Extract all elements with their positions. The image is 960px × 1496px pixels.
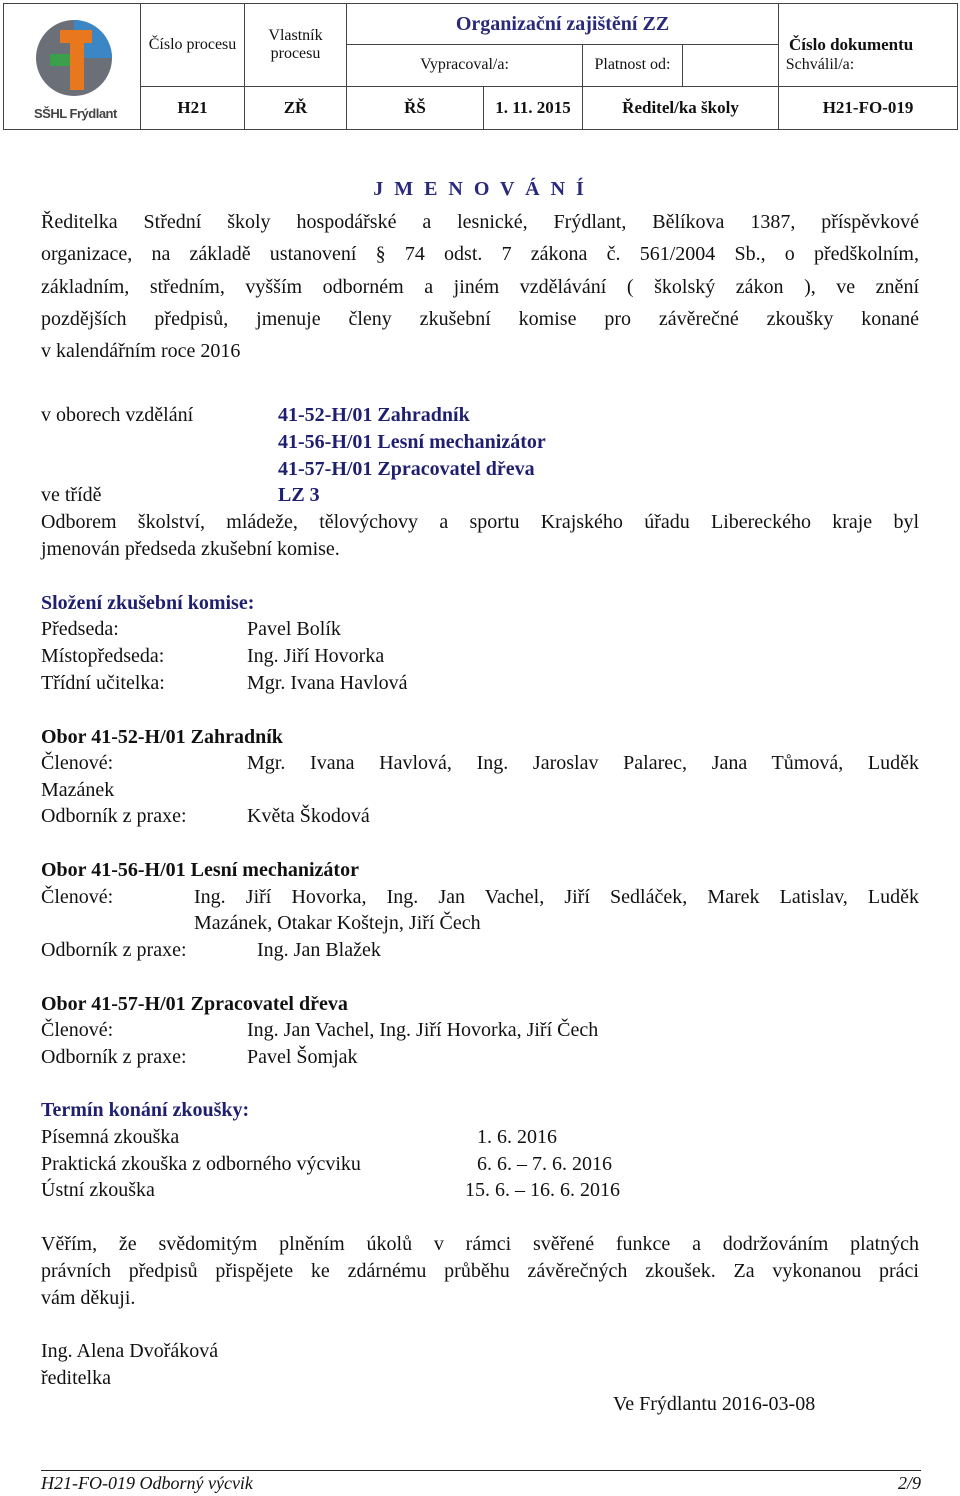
header-cislo-procesu-value: H21 — [141, 86, 245, 129]
page-footer — [41, 1470, 921, 1494]
logo — [4, 4, 141, 130]
obory-label: v oborech vzdělání — [41, 404, 194, 426]
obor-item-3: 41-57-H/01 Zpracovatel dřeva — [278, 458, 535, 480]
intro-line-4: pozdějších předpisů, jmenuje členy zkušební komise pro závěrečné zkoušky konané — [41, 308, 919, 330]
header-platnost-label: Platnost od: — [583, 45, 683, 86]
signer-role: ředitelka — [41, 1367, 111, 1389]
obor2-odbornik-label: Odborník z praxe: — [41, 939, 187, 961]
header-schvalil-value: Ředitel/ka školy — [583, 86, 779, 129]
ustni-label: Ústní zkouška — [41, 1179, 155, 1201]
obor3-odbornik-value: Pavel Šomjak — [247, 1046, 358, 1068]
pisemna-label: Písemná zkouška — [41, 1126, 180, 1148]
signer-name: Ing. Alena Dvořáková — [41, 1340, 219, 1362]
header-vypracoval-label: Vypracoval/a: — [347, 45, 583, 86]
prakticka-value: 6. 6. – 7. 6. 2016 — [477, 1153, 612, 1175]
place-date: Ve Frýdlantu 2016-03-08 — [613, 1393, 816, 1415]
intro-line-2: organizace, na základě ustanovení § 74 odst. 7 zákona č. 561/2004 Sb., o předškolním, — [41, 243, 919, 265]
obor3-heading: Obor 41-57-H/01 Zpracovatel dřeva — [41, 993, 348, 1015]
obor2-clenove-line-2: Mazánek, Otakar Koštejn, Jiří Čech — [194, 912, 481, 934]
closing-line-1: Věřím, že svědomitým plněním úkolů v rámci svěřené funkce a dodržováním platných — [41, 1233, 919, 1255]
header-vypracoval-value: ŘŠ — [347, 86, 484, 129]
intro-line-1: Ředitelka Střední školy hospodářské a lesnické, Frýdlant, Bělíkova 1387, příspěvkové — [41, 211, 919, 233]
obor1-heading: Obor 41-52-H/01 Zahradník — [41, 726, 283, 748]
header-vlastnik-label: Vlastník procesu — [245, 4, 347, 87]
obor3-clenove-value: Ing. Jan Vachel, Ing. Jiří Hovorka, Jiří Čech — [247, 1019, 599, 1041]
obor2-odbornik-value: Ing. Jan Blažek — [257, 939, 381, 961]
obor3-clenove-label: Členové: — [41, 1019, 114, 1041]
pisemna-value: 1. 6. 2016 — [477, 1126, 557, 1148]
obor3-odbornik-label: Odborník z praxe: — [41, 1046, 187, 1068]
odbor-line-2: jmenován předseda zkušební komise. — [41, 538, 340, 560]
obor-item-1: 41-52-H/01 Zahradník — [278, 404, 470, 426]
obor-item-2: 41-56-H/01 Lesní mechanizátor — [278, 431, 546, 453]
header-cislo-dokumentu-value: H21-FO-019 — [779, 86, 958, 129]
obor2-clenove-line-1: Ing. Jiří Hovorka, Ing. Jan Vachel, Jiří Sedláček, Marek Latislav, Luděk — [194, 886, 919, 908]
mistopredseda-label: Místopředseda: — [41, 645, 165, 667]
header-title: Organizační zajištění ZZ — [347, 4, 779, 45]
termin-heading: Termín konání zkoušky: — [41, 1099, 250, 1121]
obor1-odbornik-value: Květa Škodová — [247, 805, 370, 827]
document-heading: J M E N O V Á N Í — [373, 178, 587, 200]
predseda-label: Předseda: — [41, 618, 119, 640]
header-cislo-procesu-label: Číslo procesu — [141, 4, 245, 87]
predseda-value: Pavel Bolík — [247, 618, 341, 640]
closing-line-3: vám děkuji. — [41, 1287, 136, 1309]
tridni-value: Mgr. Ivana Havlová — [247, 672, 408, 694]
footer-page-number: 2/9 — [897, 1473, 921, 1493]
obor2-heading: Obor 41-56-H/01 Lesní mechanizátor — [41, 859, 359, 881]
header-cislo-dokumentu-label: Číslo dokumentu — [779, 4, 958, 87]
slozeni-heading: Složení zkušební komise: — [41, 592, 255, 614]
document-header-table — [3, 3, 958, 130]
trida-value: LZ 3 — [278, 484, 320, 506]
closing-line-2: právních předpisů přispějete ke zdárnému průběhu závěrečných zkoušek. Za vykonanou práci — [41, 1260, 919, 1282]
mistopredseda-value: Ing. Jiří Hovorka — [247, 645, 385, 667]
obor1-clenove-line-2: Mazánek — [41, 779, 115, 801]
logo-text: SŠHL Frýdlant — [34, 106, 117, 121]
header-platnost-value: 1. 11. 2015 — [484, 86, 583, 129]
header-schvalil-label: Schválil/a: — [683, 45, 958, 86]
obor2-clenove-label: Členové: — [41, 886, 114, 908]
odbor-line-1: Odborem školství, mládeže, tělovýchovy a sportu Krajského úřadu Libereckého kraje byl — [41, 511, 919, 533]
footer-doc-label: H21-FO-019 Odborný výcvik — [41, 1473, 253, 1493]
prakticka-label: Praktická zkouška z odborného výcviku — [41, 1153, 361, 1175]
trida-label: ve třídě — [41, 484, 102, 506]
obor1-clenove-line-1: Mgr. Ivana Havlová, Ing. Jaroslav Palarec, Jana Tůmová, Luděk — [247, 752, 919, 774]
ustni-value: 15. 6. – 16. 6. 2016 — [465, 1179, 620, 1201]
tridni-label: Třídní učitelka: — [41, 672, 165, 694]
intro-line-5: v kalendářním roce 2016 — [41, 340, 241, 362]
obor1-clenove-label: Členové: — [41, 752, 114, 774]
intro-line-3: základním, středním, vyšším odborném a jiném vzdělávání ( školský zákon ), ve znění — [41, 276, 919, 298]
header-vlastnik-value: ZŘ — [245, 86, 347, 129]
obor1-odbornik-label: Odborník z praxe: — [41, 805, 187, 827]
